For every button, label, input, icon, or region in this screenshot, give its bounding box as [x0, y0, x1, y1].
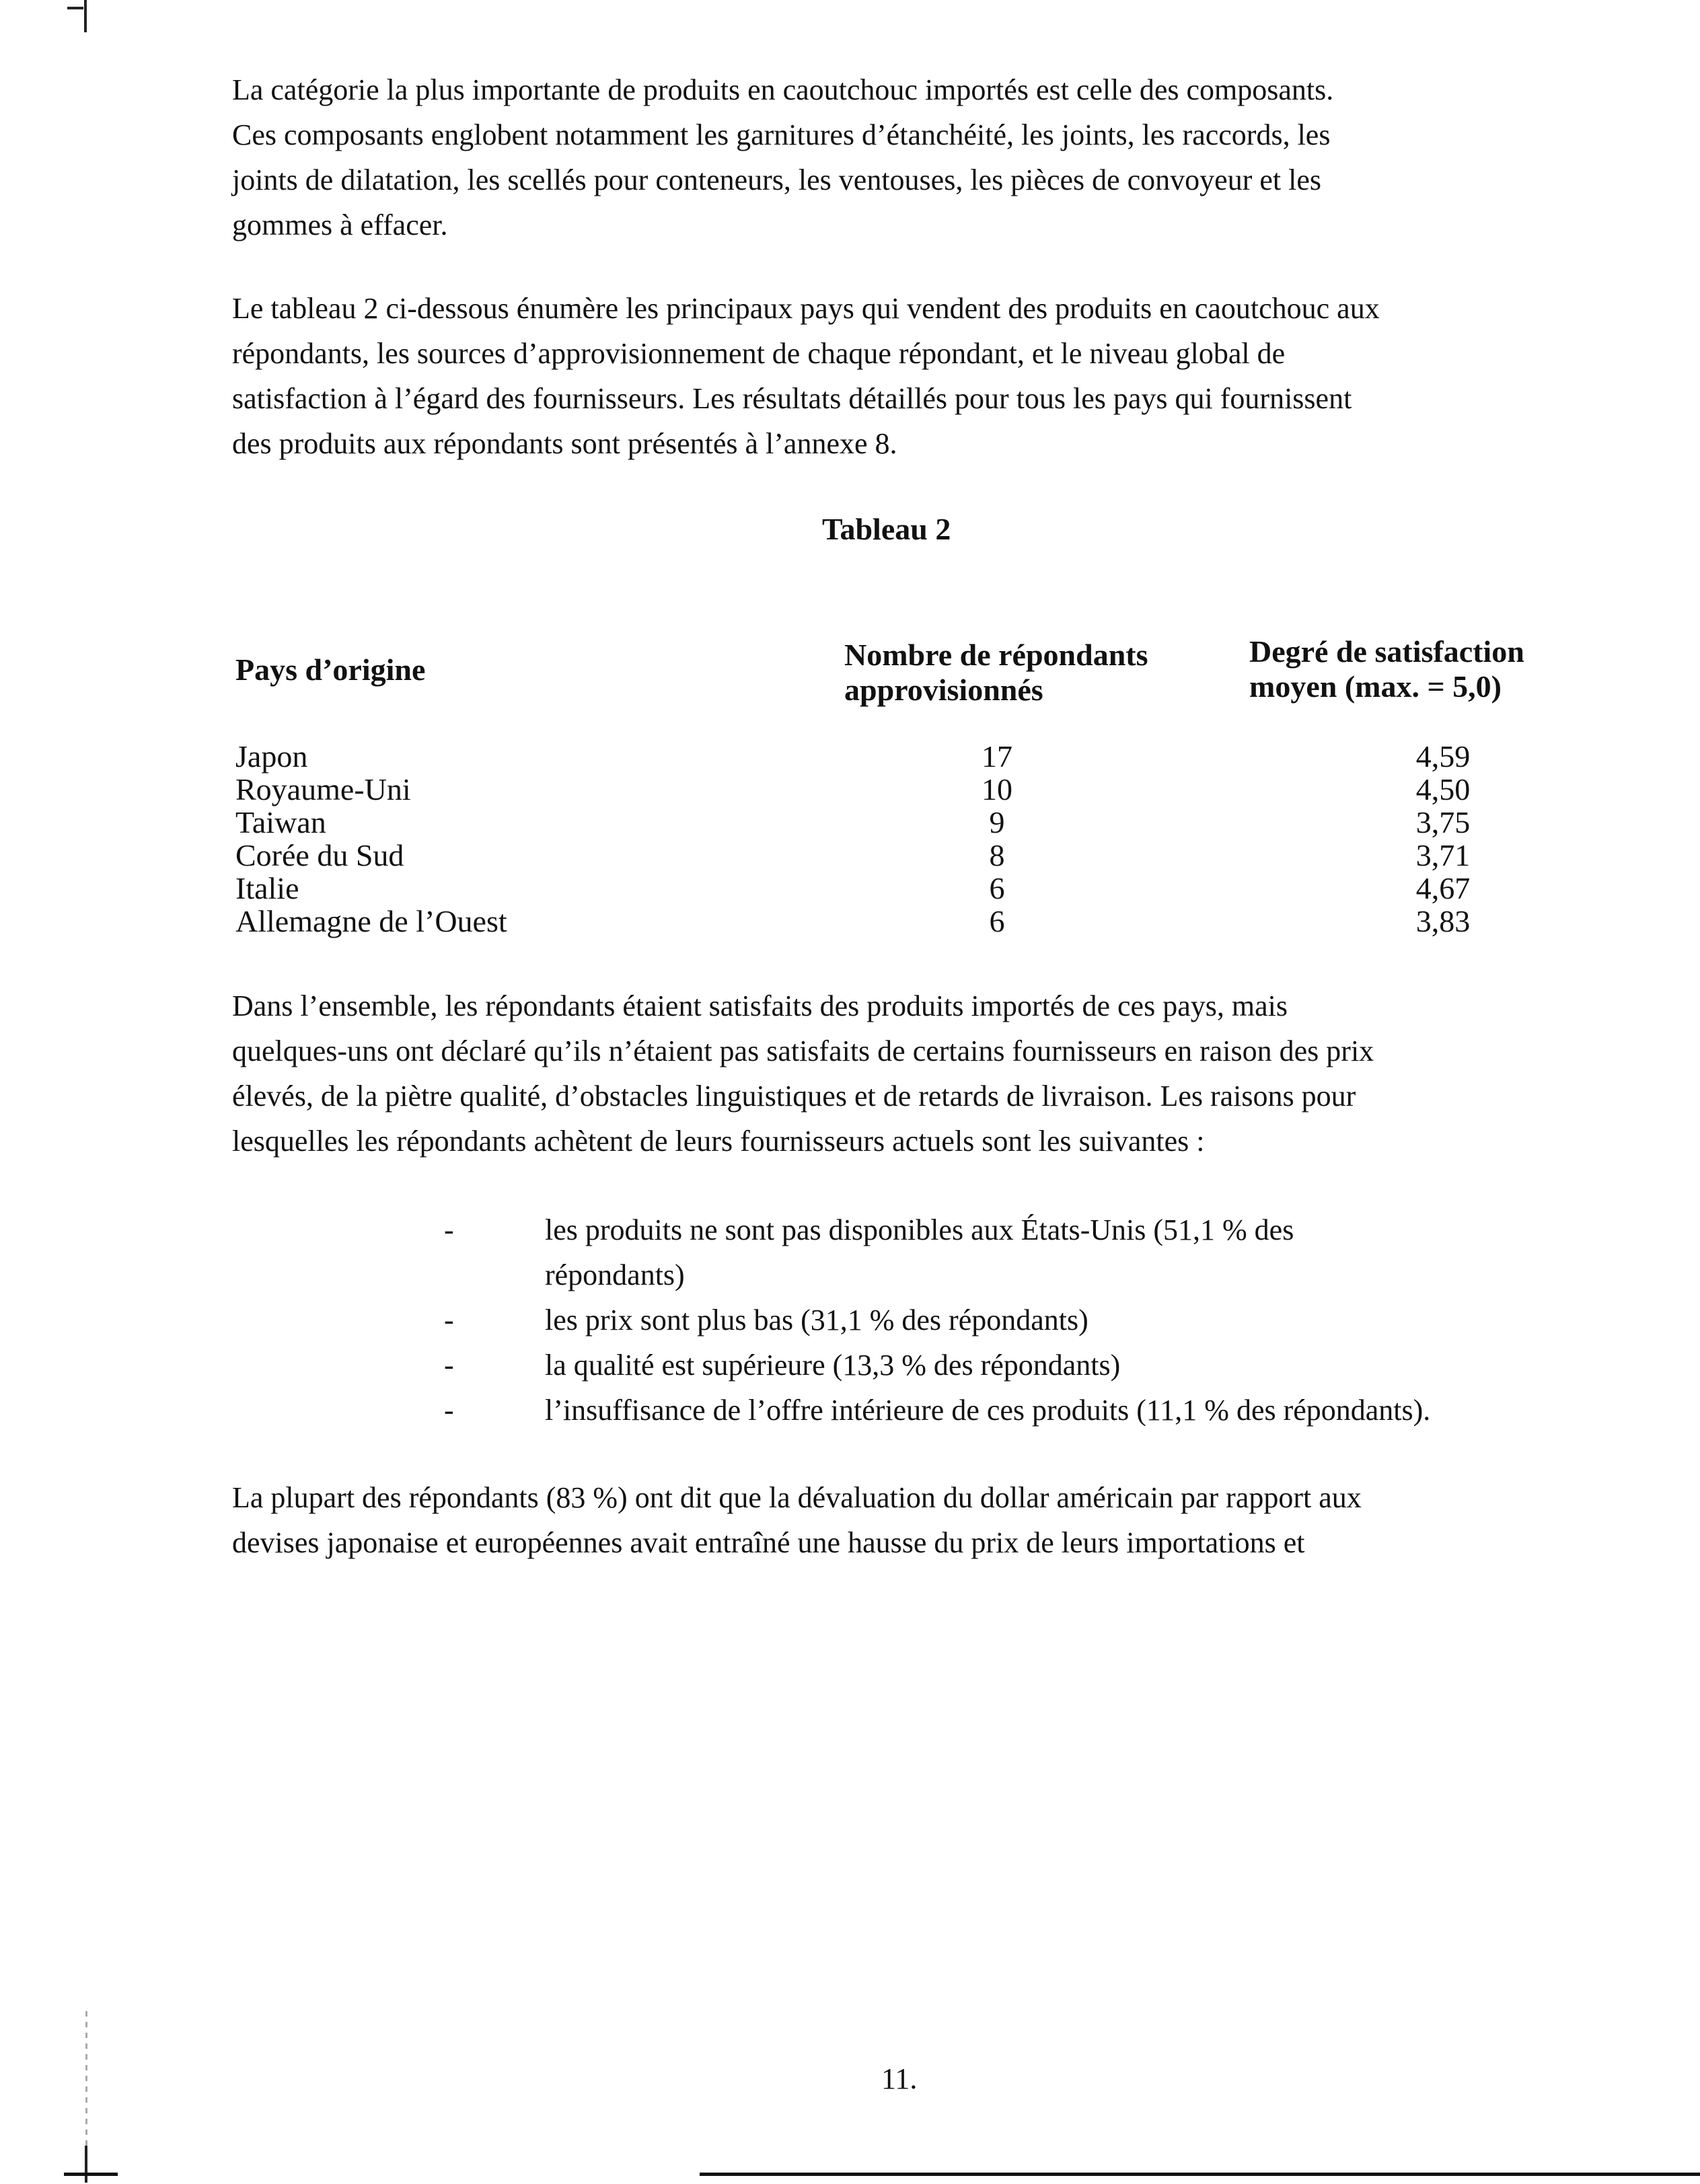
text-line: répondants)	[545, 1258, 685, 1291]
text-line: lesquelles les répondants achètent de leurs fournisseurs actuels sont les suivantes :	[232, 1125, 1205, 1158]
paragraph-components	[232, 67, 1564, 248]
bullet-dash: -	[444, 1304, 454, 1336]
table-body	[235, 740, 1514, 938]
scan-artifact	[85, 2146, 87, 2183]
table-row	[235, 806, 1514, 839]
list-item-text	[545, 1207, 1567, 1297]
text-line: élevés, de la piètre qualité, d’obstacles linguistiques et de retards de livraison. Les raisons pour	[232, 1080, 1356, 1113]
table-row	[235, 872, 1514, 905]
header-line: Nombre de répondants	[844, 638, 1148, 672]
bullet-dash: -	[444, 1349, 454, 1382]
header-line: moyen (max. = 5,0)	[1249, 669, 1502, 704]
text-line: devises japonaise et européennes avait entraîné une hausse du prix de leurs importations et	[232, 1526, 1305, 1559]
table-row	[235, 740, 1514, 773]
table-row	[235, 839, 1514, 872]
text-line: les prix sont plus bas (31,1 % des répondants)	[545, 1304, 1088, 1336]
paragraph-devaluation	[232, 1475, 1564, 1565]
bullet-dash: -	[444, 1394, 454, 1427]
text-line: La plupart des répondants (83 %) ont dit que la dévaluation du dollar américain par rapport aux	[232, 1481, 1362, 1514]
cell-satisfaction: 4,50	[1415, 772, 1471, 806]
text-line: les produits ne sont pas disponibles aux États-Unis (51,1 % des	[545, 1213, 1294, 1246]
list-item	[0, 1388, 1700, 1433]
text-line: la qualité est supérieure (13,3 % des répondants)	[545, 1349, 1121, 1382]
text-line: répondants, les sources d’approvisionnement de chaque répondant, et le niveau global de	[232, 337, 1286, 370]
text-line: La catégorie la plus importante de produits en caoutchouc importés est celle des composants.	[232, 73, 1334, 106]
text-line: satisfaction à l’égard des fournisseurs. Les résultats détaillés pour tous les pays qui fournissent	[232, 382, 1352, 415]
reasons-list	[0, 1207, 1700, 1433]
cell-count: 6	[989, 871, 1005, 905]
list-item	[0, 1297, 1700, 1343]
table-title: Tableau 2	[822, 512, 951, 546]
text-line: Le tableau 2 ci-dessous énumère les principaux pays qui vendent des produits en caoutchouc aux	[232, 292, 1380, 325]
text-line: Dans l’ensemble, les répondants étaient satisfaits des produits importés de ces pays, mais	[232, 989, 1288, 1022]
scan-artifact	[67, 7, 83, 9]
text-line: gommes à effacer.	[232, 209, 448, 241]
cell-satisfaction: 4,67	[1415, 871, 1471, 905]
scan-artifact	[85, 2011, 87, 2146]
cell-count: 10	[982, 772, 1012, 806]
list-item-text	[545, 1388, 1567, 1433]
table-row	[235, 773, 1514, 806]
cell-country: Japon	[235, 739, 308, 774]
header-line: approvisionnés	[844, 673, 1043, 707]
list-item-text	[545, 1297, 1567, 1343]
cell-count: 9	[989, 805, 1005, 839]
text-line: l’insuffisance de l’offre intérieure de ces produits (11,1 % des répondants).	[545, 1394, 1431, 1427]
cell-country: Corée du Sud	[235, 838, 404, 872]
scan-artifact	[84, 0, 87, 32]
cell-satisfaction: 3,83	[1415, 904, 1471, 938]
cell-satisfaction: 4,59	[1415, 739, 1471, 774]
table-row	[235, 905, 1514, 938]
list-item-text	[545, 1343, 1567, 1388]
cell-count: 17	[982, 739, 1012, 774]
page-number: 11.	[881, 2062, 918, 2095]
text-line: des produits aux répondants sont présentés à l’annexe 8.	[232, 427, 897, 460]
scan-edge-line	[64, 2173, 118, 2176]
cell-country: Allemagne de l’Ouest	[235, 904, 507, 938]
cell-count: 8	[989, 838, 1005, 872]
column-header-country: Pays d’origine	[235, 652, 426, 687]
cell-country: Italie	[235, 871, 299, 905]
list-item	[0, 1207, 1700, 1297]
cell-count: 6	[989, 904, 1005, 938]
scan-edge-line	[700, 2173, 1700, 2176]
cell-satisfaction: 3,75	[1415, 805, 1471, 839]
text-line: Ces composants englobent notamment les garnitures d’étanchéité, les joints, les raccords, les	[232, 118, 1331, 151]
list-item	[0, 1343, 1700, 1388]
bullet-dash: -	[444, 1213, 454, 1246]
cell-satisfaction: 3,71	[1415, 838, 1471, 872]
cell-country: Taiwan	[235, 805, 326, 839]
paragraph-satisfaction-summary	[232, 983, 1564, 1164]
column-header-satisfaction	[1249, 634, 1524, 704]
header-line: Degré de satisfaction	[1249, 634, 1524, 669]
column-header-respondent-count	[844, 638, 1148, 708]
cell-country: Royaume-Uni	[235, 772, 411, 806]
paragraph-table-intro	[232, 286, 1564, 466]
text-line: joints de dilatation, les scellés pour conteneurs, les ventouses, les pièces de convoyeur et les	[232, 163, 1321, 196]
text-line: quelques-uns ont déclaré qu’ils n’étaient pas satisfaits de certains fournisseurs en raison des prix	[232, 1034, 1374, 1067]
